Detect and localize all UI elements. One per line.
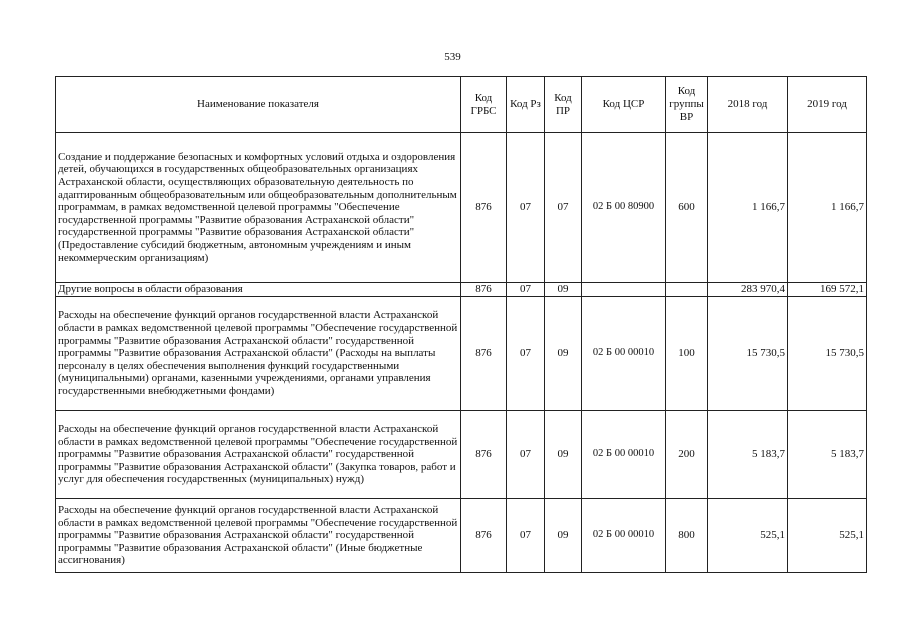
row-pr: 09	[545, 499, 582, 573]
row-2019: 15 730,5	[788, 297, 867, 411]
row-name: Создание и поддержание безопасных и комфортных условий отдыха и оздоровления детей, обучающихся в государственных общеобразовательных организациях Астраханской области, осуществляющих образовательную деятельность по адаптированным общеобразовательным или общеобразовательным дополнительным программам, в рамках ведомственной целевой программы "Обеспечение государственной программы "Развитие образования Астраханской области" государственной программы "Развитие образования Астраханской области" (Предоставление субсидий бюджетным, автономным учреждениям и иным некоммерческим организациям)	[56, 133, 461, 283]
row-2019: 5 183,7	[788, 411, 867, 499]
row-2018: 525,1	[708, 499, 788, 573]
header-rz: Код Рз	[507, 77, 545, 133]
table-row	[56, 133, 867, 283]
row-csr: 02 Б 00 80900	[582, 133, 666, 283]
row-2018: 15 730,5	[708, 297, 788, 411]
table-row	[56, 499, 867, 573]
header-name: Наименование показателя	[56, 77, 461, 133]
row-vr	[666, 283, 708, 297]
row-vr: 200	[666, 411, 708, 499]
row-grbs: 876	[461, 297, 507, 411]
header-vr: Код группы ВР	[666, 77, 708, 133]
row-csr: 02 Б 00 00010	[582, 411, 666, 499]
row-name: Другие вопросы в области образования	[56, 283, 461, 297]
row-pr: 09	[545, 297, 582, 411]
row-grbs: 876	[461, 499, 507, 573]
page-number: 539	[444, 51, 461, 63]
table-row	[56, 297, 867, 411]
table-row	[56, 411, 867, 499]
row-name: Расходы на обеспечение функций органов государственной власти Астраханской области в рамках ведомственной целевой программы "Обеспечение государственной программы "Развитие образования Астраханской области" государственной программы "Развитие образования Астраханской области" (Расходы на выплаты персоналу в целях обеспечения выполнения функций государственными (муниципальными) органами, казенными учреждениями, органами управления государственными внебюджетными фондами)	[56, 297, 461, 411]
row-2018: 283 970,4	[708, 283, 788, 297]
row-rz: 07	[507, 411, 545, 499]
header-2018: 2018 год	[708, 77, 788, 133]
row-pr: 09	[545, 283, 582, 297]
row-vr: 600	[666, 133, 708, 283]
row-vr: 100	[666, 297, 708, 411]
row-vr: 800	[666, 499, 708, 573]
header-pr: Код ПР	[545, 77, 582, 133]
row-name: Расходы на обеспечение функций органов государственной власти Астраханской области в рамках ведомственной целевой программы "Обеспечение государственной программы "Развитие образования Астраханской области" государственной программы "Развитие образования Астраханской области" (Закупка товаров, работ и услуг для обеспечения государственных (муниципальных) нужд)	[56, 411, 461, 499]
row-2018: 1 166,7	[708, 133, 788, 283]
row-csr	[582, 283, 666, 297]
row-2019: 1 166,7	[788, 133, 867, 283]
row-rz: 07	[507, 283, 545, 297]
row-rz: 07	[507, 297, 545, 411]
row-csr: 02 Б 00 00010	[582, 297, 666, 411]
row-name: Расходы на обеспечение функций органов государственной власти Астраханской области в рамках ведомственной целевой программы "Обеспечение государственной программы "Развитие образования Астраханской области" государственной программы "Развитие образования Астраханской области" (Иные бюджетные ассигнования)	[56, 499, 461, 573]
row-2019: 525,1	[788, 499, 867, 573]
header-2019: 2019 год	[788, 77, 867, 133]
row-grbs: 876	[461, 411, 507, 499]
row-2018: 5 183,7	[708, 411, 788, 499]
header-row	[56, 77, 867, 133]
row-2019: 169 572,1	[788, 283, 867, 297]
row-csr: 02 Б 00 00010	[582, 499, 666, 573]
row-grbs: 876	[461, 283, 507, 297]
row-pr: 07	[545, 133, 582, 283]
row-grbs: 876	[461, 133, 507, 283]
header-csr: Код ЦСР	[582, 77, 666, 133]
header-grbs: Код ГРБС	[461, 77, 507, 133]
row-rz: 07	[507, 133, 545, 283]
budget-table	[55, 76, 867, 573]
row-pr: 09	[545, 411, 582, 499]
table-row	[56, 283, 867, 297]
row-rz: 07	[507, 499, 545, 573]
